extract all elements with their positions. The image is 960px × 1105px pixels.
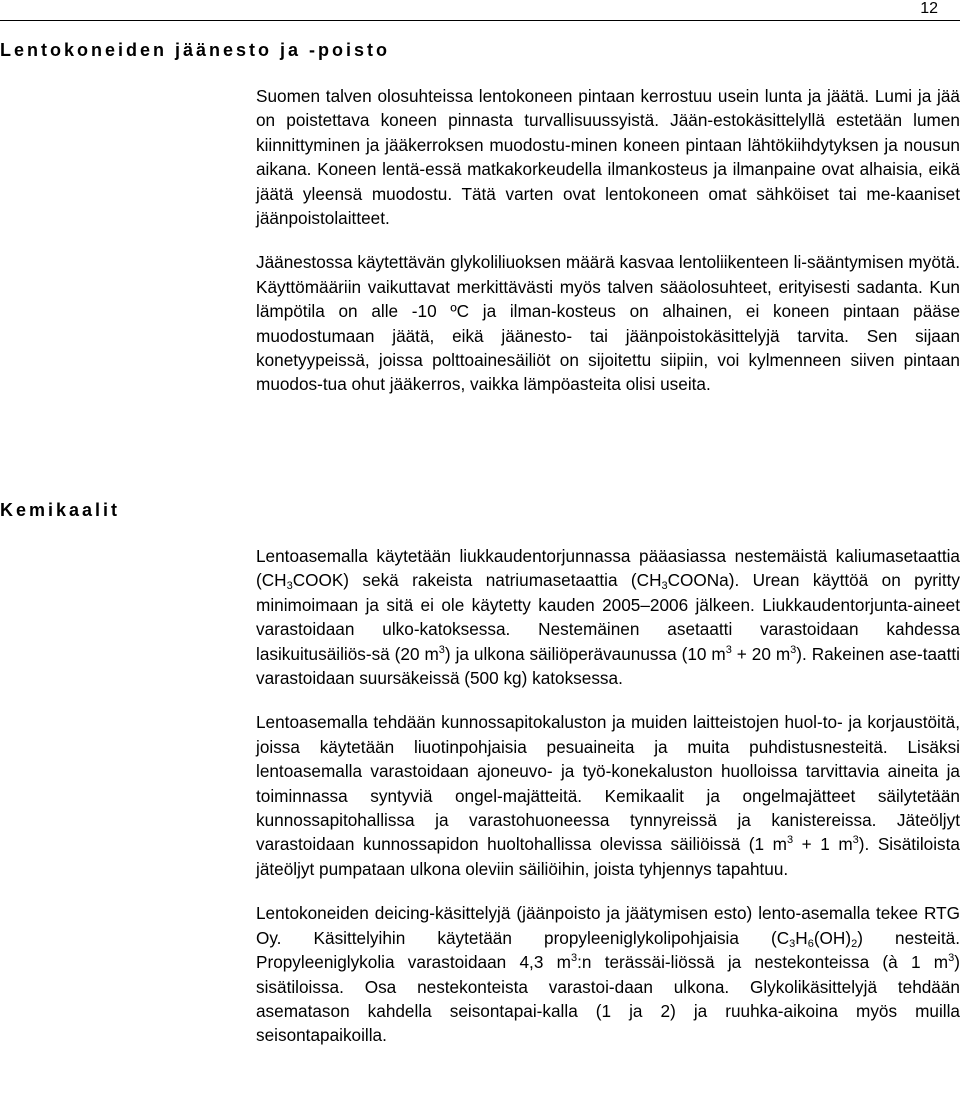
header-rule [0, 20, 960, 21]
paragraph: Lentokoneiden deicing-käsittelyjä (jäänpoisto ja jäätymisen esto) lento-asemalla tekee RTG Oy. Käsittelyihin käytetään propyleeniglykolipohjaisia $(C_3H_6(OH)_2)$ nesteitä. Propyleeniglykolia varastoidaan 4,3 $m^3:n$ terässäi-liössä ja nestekonteissa (à 1 $m^3$) sisätiloissa. Osa nestekonteista varastoi-daan ulkona. Glykolikäsittelyjä tehdään asematason kahdella seisontapai-kalla (1 ja 2) ja ruuhka-aikoina myös muilla seisontapaikoilla. [256, 903, 960, 1046]
paragraph: Lentoasemalla tehdään kunnossapitokaluston ja muiden laitteistojen huol-to- ja korjaustöitä, joissa käytetään liuotinpohjaisia pesuaineita ja muita puhdistusnesteitä. Lisäksi lentoasemalla varastoidaan ajoneuvo- ja työ-konekaluston huolloissa tarvittavia aineita ja toiminnassa syntyviä ongel-majätteitä. Kemikaalit ja ongelmajätteet säilytetään kunnossapitohallissa ja varastohuoneessa tynnyreissä ja kanistereissa. Jäteöljyt varastoidaan kunnossapidon huoltohallissa olevissa säiliöissä (1 $m^3 + 1$ $m^3$). Sisätiloista jäteöljyt pumpataan ulkona oleviin säiliöihin, joista tyhjennys tapahtuu. [256, 712, 960, 879]
section-body-kemikaalit [256, 544, 960, 1048]
paragraph: Suomen talven olosuhteissa lentokoneen pintaan kerrostuu usein lunta ja jäätä. Lumi ja jää on poistettava koneen pinnasta turvallisuussyistä. Jään-estokäsittelyllä estetään lumen kiinnittyminen ja jääkerroksen muodostu-minen koneen pintaan lähtökiihdytyksen ja nousun aikana. Koneen lentä-essä matkakorkeudella ilmankosteus ja ilmanpaine ovat alhaisia, eikä jäätä yleensä muodostu. Tätä varten ovat lentokoneen omat sähköiset tai me-kaaniset jäänpoistolaitteet. [256, 86, 960, 229]
paragraph: Jäänestossa käytettävän glykoliliuoksen määrä kasvaa lentoliikenteen li-sääntymisen myötä. Käyttömääriin vaikuttavat merkittävästi myös talven sääolosuhteet, erityisesti sadanta. Kun lämpötila on alle -10 ºC ja ilman-kosteus on alhainen, ei koneen pintaan pääse muodostumaan jäätä, eikä jäänesto- tai jäänpoistokäsittelyjä tarvita. Sen sijaan konetyypeissä, joissa polttoainesäiliöt on sijoitettu siipiin, voi kylmenneen siiven pintaan muodos-tua ohut jääkerros, vaikka lämpöasteita olisi useita. [256, 252, 960, 395]
paragraph: Lentoasemalla käytetään liukkaudentorjunnassa pääasiassa nestemäistä kaliumasetaattia $(CH_3COOK)$ sekä rakeista natriumasetaattia $(CH_3COONa)$. Urean käyttöä on pyritty minimoimaan ja sitä ei ole käytetty kauden 2005–2006 jälkeen. Liukkaudentorjunta-aineet varastoidaan ulko-katoksessa. Nestemäinen asetaatti varastoidaan kahdessa lasikuitusäiliös-sä (20 $m^3$) ja ulkona säiliöperävaunussa (10 $m^3 + 20$ $m^3$). Rakeinen ase-taatti varastoidaan suursäkeissä (500 kg) katoksessa. [256, 546, 960, 689]
page-number: 12 [920, 0, 938, 17]
section-heading-kemikaalit: Kemikaalit [0, 500, 121, 520]
section-body-lentokoneiden [256, 84, 960, 397]
section-heading-lentokoneiden: Lentokoneiden jäänesto ja -poisto [0, 40, 391, 60]
